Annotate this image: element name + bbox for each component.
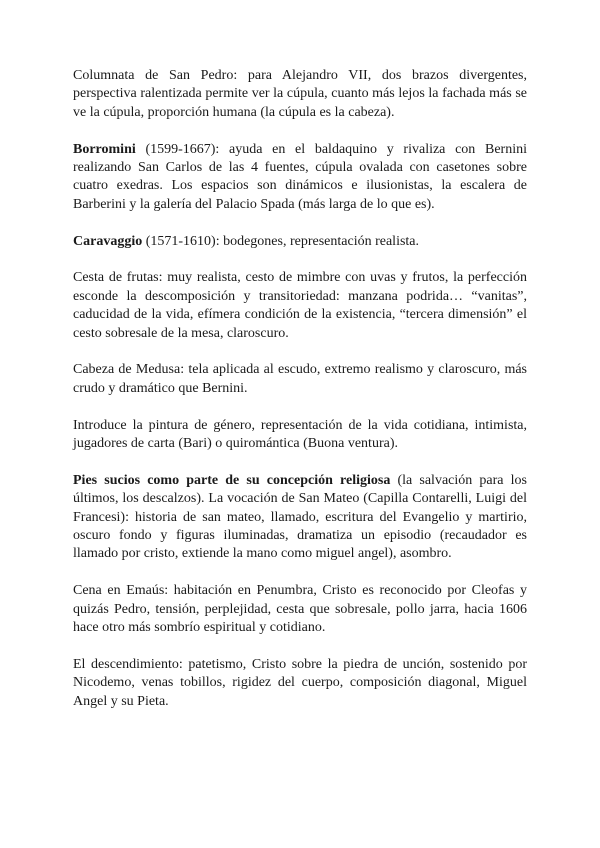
- paragraph-cabeza-de-medusa: [73, 361, 527, 398]
- paragraph-caravaggio: [73, 233, 527, 251]
- document-body: [73, 67, 527, 729]
- paragraph-text: (la salvación para los últimos, los descalzos). La vocación de San Mateo (Capilla Contarelli, Luigi del Francesi): historia de san mateo, llamado, escritura del Evangelio y martirio, oscuro fondo y figuras iluminadas, dramatiza un episodio (recaudador es llamado por cristo, extiende la mano como miguel angel), asombro.: [73, 472, 527, 562]
- paragraph-text: El descendimiento: patetismo, Cristo sobre la piedra de unción, sostenido por Nicodemo, venas tobillos, rigidez del cuerpo, composición diagonal, Miguel Angel y su Pieta.: [73, 656, 527, 709]
- paragraph-cena-en-emaus: [73, 582, 527, 637]
- paragraph-text: Cena en Emaús: habitación en Penumbra, Cristo es reconocido por Cleofas y quizás Pedro, tensión, perplejidad, cesta que sobresale, pollo jarra, hacia 1606 hace otro más sombrío espiritual y cotidiano.: [73, 583, 527, 636]
- paragraph-text: Cabeza de Medusa: tela aplicada al escudo, extremo realismo y claroscuro, más crudo y dramático que Bernini.: [73, 362, 527, 396]
- paragraph-pies-sucios: [73, 472, 527, 564]
- paragraph-columnata: [73, 67, 527, 122]
- paragraph-text: Introduce la pintura de género, representación de la vida cotidiana, intimista, jugadores de carta (Bari) o quiromántica (Buona ventura).: [73, 417, 527, 452]
- paragraph-text: (1571-1610): bodegones, representación realista.: [142, 233, 420, 249]
- paragraph-heading: Borromini: [73, 141, 136, 157]
- paragraph-text: Columnata de San Pedro: para Alejandro VII, dos brazos divergentes, perspectiva ralentizada permite ver la cúpula, cuanto más lejos la fachada más se ve la cúpula, proporción humana (la cúpula es la cabeza).: [73, 68, 527, 120]
- paragraph-pintura-de-genero: [73, 417, 527, 454]
- paragraph-text: (1599-1667): ayuda en el baldaquino y rivaliza con Bernini realizando San Carlos de las 4 fuentes, cúpula ovalada con casetones sobre cuatro exedras. Los espacios son dinámicos e ilusionistas, la escalera de Barberini y la galería del Palacio Spada (más larga de lo que es).: [73, 141, 527, 212]
- paragraph-borromini: [73, 141, 527, 215]
- paragraph-cesta-de-frutas: [73, 269, 527, 343]
- paragraph-descendimiento: [73, 656, 527, 711]
- paragraph-heading: Pies sucios como parte de su concepción religiosa: [73, 472, 391, 488]
- paragraph-text: Cesta de frutas: muy realista, cesto de mimbre con uvas y frutos, la perfección esconde la descomposición y transitoriedad: manzana podrida… “vanitas”, caducidad de la vida, efímera condición de la existencia, “tercera dimensión” el cesto sobresale de la mesa, claroscuro.: [73, 270, 527, 341]
- paragraph-heading: Caravaggio: [73, 233, 143, 249]
